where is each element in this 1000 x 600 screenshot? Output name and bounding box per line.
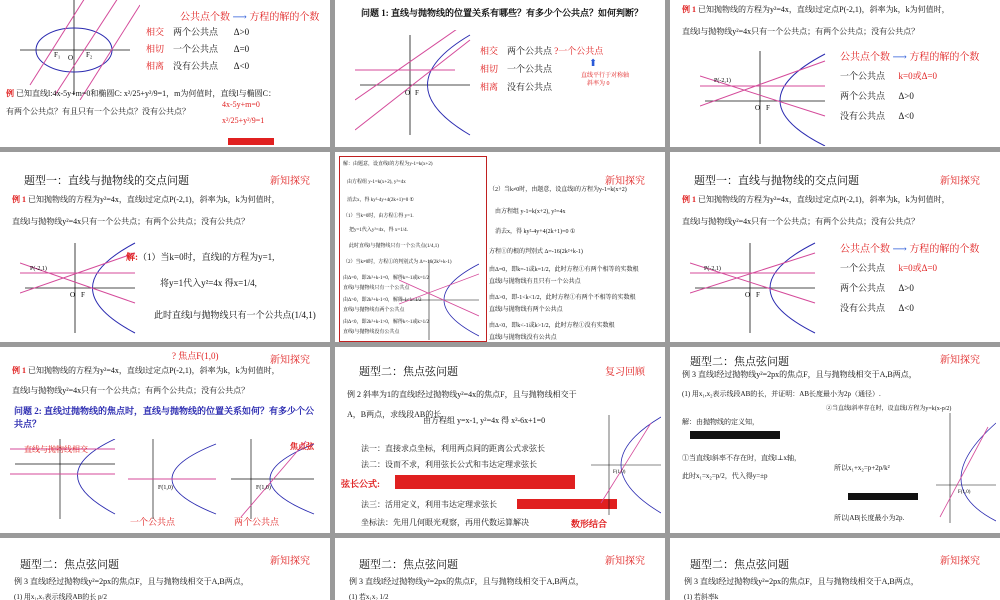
focal-chord-diagram: [936, 413, 996, 523]
part-1: (1) 若x₁x₂ 1/2: [349, 593, 389, 600]
one-point-diagram: [128, 439, 218, 519]
slide-3[interactable]: [670, 0, 1000, 147]
parabola-diagram: [690, 238, 820, 338]
definition-line: 解：由抛物线的定义知，: [682, 418, 759, 426]
slide-2[interactable]: [335, 0, 665, 147]
solution-line: 由Δ>0，即2k²+k-1<0，解得-1<k<1/2: [343, 298, 422, 303]
condition-row: 两个公共点 Δ>0: [840, 283, 914, 293]
coord-method: 坐标法：先用几何眼光观察，再用代数运算解决: [361, 518, 529, 527]
sum-result: 所以x₁+x₂=p+2p/k²: [834, 464, 890, 472]
new-explore-tag: 新知探究: [940, 556, 980, 567]
relation-row: 相切 一个公共点 Δ=0: [146, 44, 250, 54]
svg-text:F(1,0): F(1,0): [158, 485, 173, 491]
slide-title: 题型二：焦点弦问题: [359, 366, 458, 378]
solution-line: 由Δ=0，即2k²+k-1=0，解得k=-1或k=1/2: [343, 276, 430, 281]
slide-8[interactable]: [335, 347, 665, 533]
system-eq-2: x²/25+y²/9=1: [222, 116, 265, 125]
origin-label: O: [68, 54, 74, 62]
example-1-line-2: 直线l与抛物线y²=4x只有一个公共点；有两个公共点；没有公共点？: [682, 217, 920, 226]
slide-title: 题型二：焦点弦问题: [690, 356, 789, 368]
case-2-line: 由方程组 y-1=k(x+2), y²=4x: [495, 209, 566, 215]
relation-row: 相离 没有公共点 Δ<0: [146, 61, 250, 71]
svg-text:P(-2,1): P(-2,1): [30, 266, 47, 272]
new-explore-tag: 新知探究: [270, 176, 310, 187]
solution-line: 由Δ<0，即2k²+k-1>0，解得k<-1或k>1/2: [343, 320, 430, 325]
method-2: 法二：设而不求，利用弦长公式和韦达定理求弦长: [361, 460, 537, 469]
system-eq-1: 4x-5y+m=0: [222, 100, 260, 109]
solution-line: 消去x，得 ky²-4y+4(2k+1)=0 ①: [347, 198, 414, 203]
redaction-mark: [395, 475, 575, 489]
example-3: 例 3 直线l经过抛物线y²=2px的焦点F，且与抛物线相交于A,B两点，: [14, 577, 249, 586]
solution-line: （1）当k=0时，由方程①得 y=1.: [343, 214, 414, 219]
legend-head: 公共点个数: [180, 12, 230, 23]
example-1: 例 1 已知抛物线的方程为y²=4x，直线l过定点P(-2,1)，斜率为k，k为何值时，: [12, 366, 280, 375]
condition-row: 没有公共点 Δ<0: [840, 303, 914, 313]
svg-text:O: O: [70, 291, 76, 299]
solution-line: 直线l与抛物线有两个公共点: [343, 308, 405, 313]
case-slope: ②当直线l斜率存在时，设直线l方程为y=k(x-p/2): [826, 406, 952, 412]
method-1: 法一：直接求点坐标，利用两点间的距离公式求弦长: [361, 444, 545, 453]
new-explore-tag: 新知探究: [270, 556, 310, 567]
new-explore-tag: 新知探究: [605, 176, 645, 187]
caption-two-points: 两个公共点: [234, 517, 280, 527]
caption-one-point: 一个公共点: [130, 517, 176, 527]
new-explore-tag: 新知探究: [940, 176, 980, 187]
parabola-diagram: [700, 46, 830, 146]
relation-list: [480, 42, 603, 96]
example-3: 例 3 直线l经过抛物线y²=2px的焦点F，且与抛物线相交于A,B两点，: [682, 370, 917, 379]
note-1: 直线平行于对称轴: [581, 73, 630, 79]
condition-row: 一个公共点 k=0或Δ=0: [840, 263, 937, 273]
parabola-diagram: [355, 30, 475, 140]
slide-4[interactable]: [0, 152, 330, 342]
case-2-line: （2）当k≠0时，由题意，设直线l的方程为y-1=k(x+2): [489, 187, 627, 193]
solution-line: 直线l与抛物线没有公共点: [343, 330, 400, 335]
solution-line: 此时直线l与抛物线只有一个公共点(1/4,1): [349, 244, 439, 249]
slide-title: 题型二：焦点弦问题: [359, 559, 458, 571]
case-2-line: 由Δ<0，即k<-1或k>1/2，此时方程①没有实数根: [489, 323, 615, 329]
solution-line: 解：由题意，设直线l的方程为y-1=k(x+2): [343, 162, 433, 167]
example-3: 例 3 直线l经过抛物线y²=2px的焦点F，且与抛物线相交于A,B两点，: [684, 577, 919, 586]
solution-line: 把y=1代入y²=4x，得 x=1/4.: [349, 228, 408, 233]
solution-line: 由方程组 y-1=k(x+2), y²=4x: [347, 180, 406, 185]
condition-row: 两个公共点 Δ>0: [840, 91, 914, 101]
example-line-2: 有两个公共点？有且只有一个公共点？没有公共点？: [6, 107, 190, 116]
point-label: P(-2,1): [714, 78, 731, 84]
redaction-mark: [228, 138, 274, 145]
condition-list: [840, 66, 937, 126]
case-2-line: 直线l与抛物线有且只有一个公共点: [489, 279, 581, 285]
part-1: (1) 用x₁,x₂表示线段AB的长，并证明：AB长度最小为2p（通径）.: [682, 390, 881, 398]
solution-line: （2）当k≠0时，方程①的判别式为 Δ=-16(2k²+k-1): [343, 260, 452, 265]
slide-title: 题型一：直线与抛物线的交点问题: [24, 175, 189, 187]
label-chord: 焦点弦: [290, 442, 314, 451]
svg-text:F: F: [766, 104, 770, 112]
case-2-line: 直线l与抛物线有两个公共点: [489, 307, 563, 313]
slide-9[interactable]: [670, 347, 1000, 533]
new-explore-tag: 新知探究: [605, 556, 645, 567]
svg-text:P(-2,1): P(-2,1): [704, 266, 721, 272]
svg-text:F(1,0): F(1,0): [256, 485, 271, 491]
example-3: 例 3 直线l经过抛物线y²=2px的焦点F，且与抛物线相交于A,B两点，: [349, 577, 584, 586]
f1-label: F₁: [54, 51, 61, 59]
slide-7[interactable]: [0, 347, 330, 533]
slide-title: 题型一：直线与抛物线的交点问题: [694, 175, 859, 187]
case-vertical-detail: 此时x₁=x₂=p/2，代入得y=±p: [682, 472, 768, 480]
arrow-right-icon: ⟶: [892, 52, 907, 63]
new-explore-tag: 新知探究: [940, 355, 980, 366]
new-explore-tag: 新知探究: [270, 355, 310, 366]
relation-row: 相交 两个公共点 ?一个公共点: [480, 46, 604, 56]
legend: [180, 8, 319, 23]
example-1-line-2: 直线l与抛物线y²=4x只有一个公共点；有两个公共点；没有公共点？: [12, 386, 250, 395]
review-tag: 复习回顾: [605, 367, 645, 378]
solution-2: 将y=1代入y²=4x 得x=1/4,: [160, 278, 257, 288]
svg-text:F(1,0): F(1,0): [613, 470, 626, 475]
relation-row: 相离 没有公共点: [480, 82, 553, 92]
relation-row: 相切 一个公共点: [480, 64, 553, 74]
parabola-diagram: [20, 238, 140, 338]
part-1: (1) 用x₁,x₂表示线段AB的长 p/2: [14, 593, 107, 600]
slide-6[interactable]: [670, 152, 1000, 342]
relation-list: [146, 24, 249, 75]
case-2-line: 由Δ>0，即-1<k<1/2，此时方程①有两个不相等的实数根: [489, 295, 636, 301]
case-2-line: 消去x，得 ky²-4y+4(2k+1)=0 ①: [495, 229, 576, 235]
svg-text:F: F: [756, 291, 760, 299]
slide-12[interactable]: [670, 538, 1000, 600]
svg-text:O: O: [755, 104, 761, 112]
question-1: 问题 1: 直线与抛物线的位置关系有哪些？有多少个公共点？如何判断？: [361, 8, 643, 18]
arrow-right-icon: ⟶: [892, 244, 907, 255]
label-parallel: 直线与抛物线相交: [24, 445, 88, 454]
case-2-line: 由Δ=0，即k=-1或k=1/2，此时方程①有两个相等的实数根: [489, 267, 639, 273]
legend: 公共点个数 ⟶ 方程的解的个数: [840, 244, 980, 255]
condition-row: 一个公共点 k=0或Δ=0: [840, 71, 937, 81]
example-line-1: 例 已知直线l:4x-5y+m=0和椭圆C: x²/25+y²/9=1，m为何值时，直线l与椭圆C：: [6, 89, 276, 98]
svg-text:F(1,0): F(1,0): [958, 490, 971, 495]
conclusion: 所以|AB|长度最小为2p.: [834, 514, 905, 522]
shape-number-label: 数形结合: [571, 519, 608, 529]
legend-tail: 方程的解的个数: [249, 12, 320, 23]
arrow-up-icon: ⬆: [589, 58, 598, 69]
example-2: 例 2 斜率为1的直线l经过抛物线y²=4x的焦点F，且与抛物线相交于A，B两点，求线段AB的长.: [347, 390, 577, 419]
method-3: 法三：活用定义，利用韦达定理求弦长: [361, 500, 497, 509]
redaction-mark: [690, 431, 780, 439]
relation-row: 相交 两个公共点 Δ>0: [146, 27, 250, 37]
note-2: 斜率为 0: [587, 81, 610, 87]
chord-formula-label: 弦长公式:: [341, 479, 380, 489]
slide-title: 题型二：焦点弦问题: [690, 559, 789, 571]
slide-1[interactable]: [0, 0, 330, 147]
svg-text:O: O: [405, 89, 411, 97]
case-2-line: 方程①的根的判别式 Δ=-16(2k²+k-1): [489, 249, 583, 255]
condition-row: 没有公共点 Δ<0: [840, 111, 914, 121]
arrow-right-icon: ⟶: [232, 12, 247, 23]
example-1: 例 1 已知抛物线的方程为y²=4x，直线l过定点P(-2,1)，斜率为k，k为何值时，: [12, 195, 280, 204]
example-1-line-2: 直线l与抛物线y²=4x只有一个公共点；有两个公共点；没有公共点？: [682, 27, 920, 36]
example-1: 例 1 已知抛物线的方程为y²=4x，直线l过定点P(-2,1)，斜率为k，k为何值时，: [682, 195, 950, 204]
solution-line: 直线l与抛物线只有一个公共点: [343, 286, 410, 291]
ellipse-diagram: [10, 0, 140, 100]
slide-title: 题型二：焦点弦问题: [20, 559, 119, 571]
f2-label: F₂: [86, 51, 93, 59]
case-vertical: ①当直线l斜率不存在时，直线l⊥x轴，: [682, 454, 801, 462]
redaction-mark: [848, 493, 918, 500]
solution-3: 此时直线l与抛物线只有一个公共点(1/4,1): [154, 310, 316, 320]
case-2-line: 直线l与抛物线没有公共点: [489, 335, 557, 341]
legend: 公共点个数 ⟶ 方程的解的个数: [840, 52, 980, 63]
slide-11[interactable]: [335, 538, 665, 600]
focus-question: ? 焦点F(1,0): [172, 351, 219, 361]
focal-chord-diagram: [591, 415, 661, 515]
question-2: 问题 2: 直线过抛物线的焦点时，直线与抛物线的位置关系如何？有多少个公共点？: [14, 406, 314, 429]
example-1: 例 1 已知抛物线的方程为y²=4x，直线l过定点P(-2,1)，斜率为k，k为何值时，: [682, 5, 950, 14]
slide-5[interactable]: [335, 152, 665, 342]
svg-text:F: F: [81, 291, 85, 299]
example-1-line-2: 直线l与抛物线y²=4x只有一个公共点；有两个公共点；没有公共点？: [12, 217, 250, 226]
part-1: (1) 若斜率k: [684, 593, 719, 600]
slide-10[interactable]: [0, 538, 330, 600]
svg-text:F: F: [415, 89, 419, 97]
equation-system: 由方程组 y=x-1, y²=4x 得 x²-6x+1=0: [423, 416, 546, 425]
svg-text:O: O: [745, 291, 751, 299]
condition-list: [840, 258, 937, 318]
solution-1: 解:（1）当k=0时，直线l的方程为y=1,: [126, 252, 275, 262]
parabola-diagram: [399, 260, 479, 340]
